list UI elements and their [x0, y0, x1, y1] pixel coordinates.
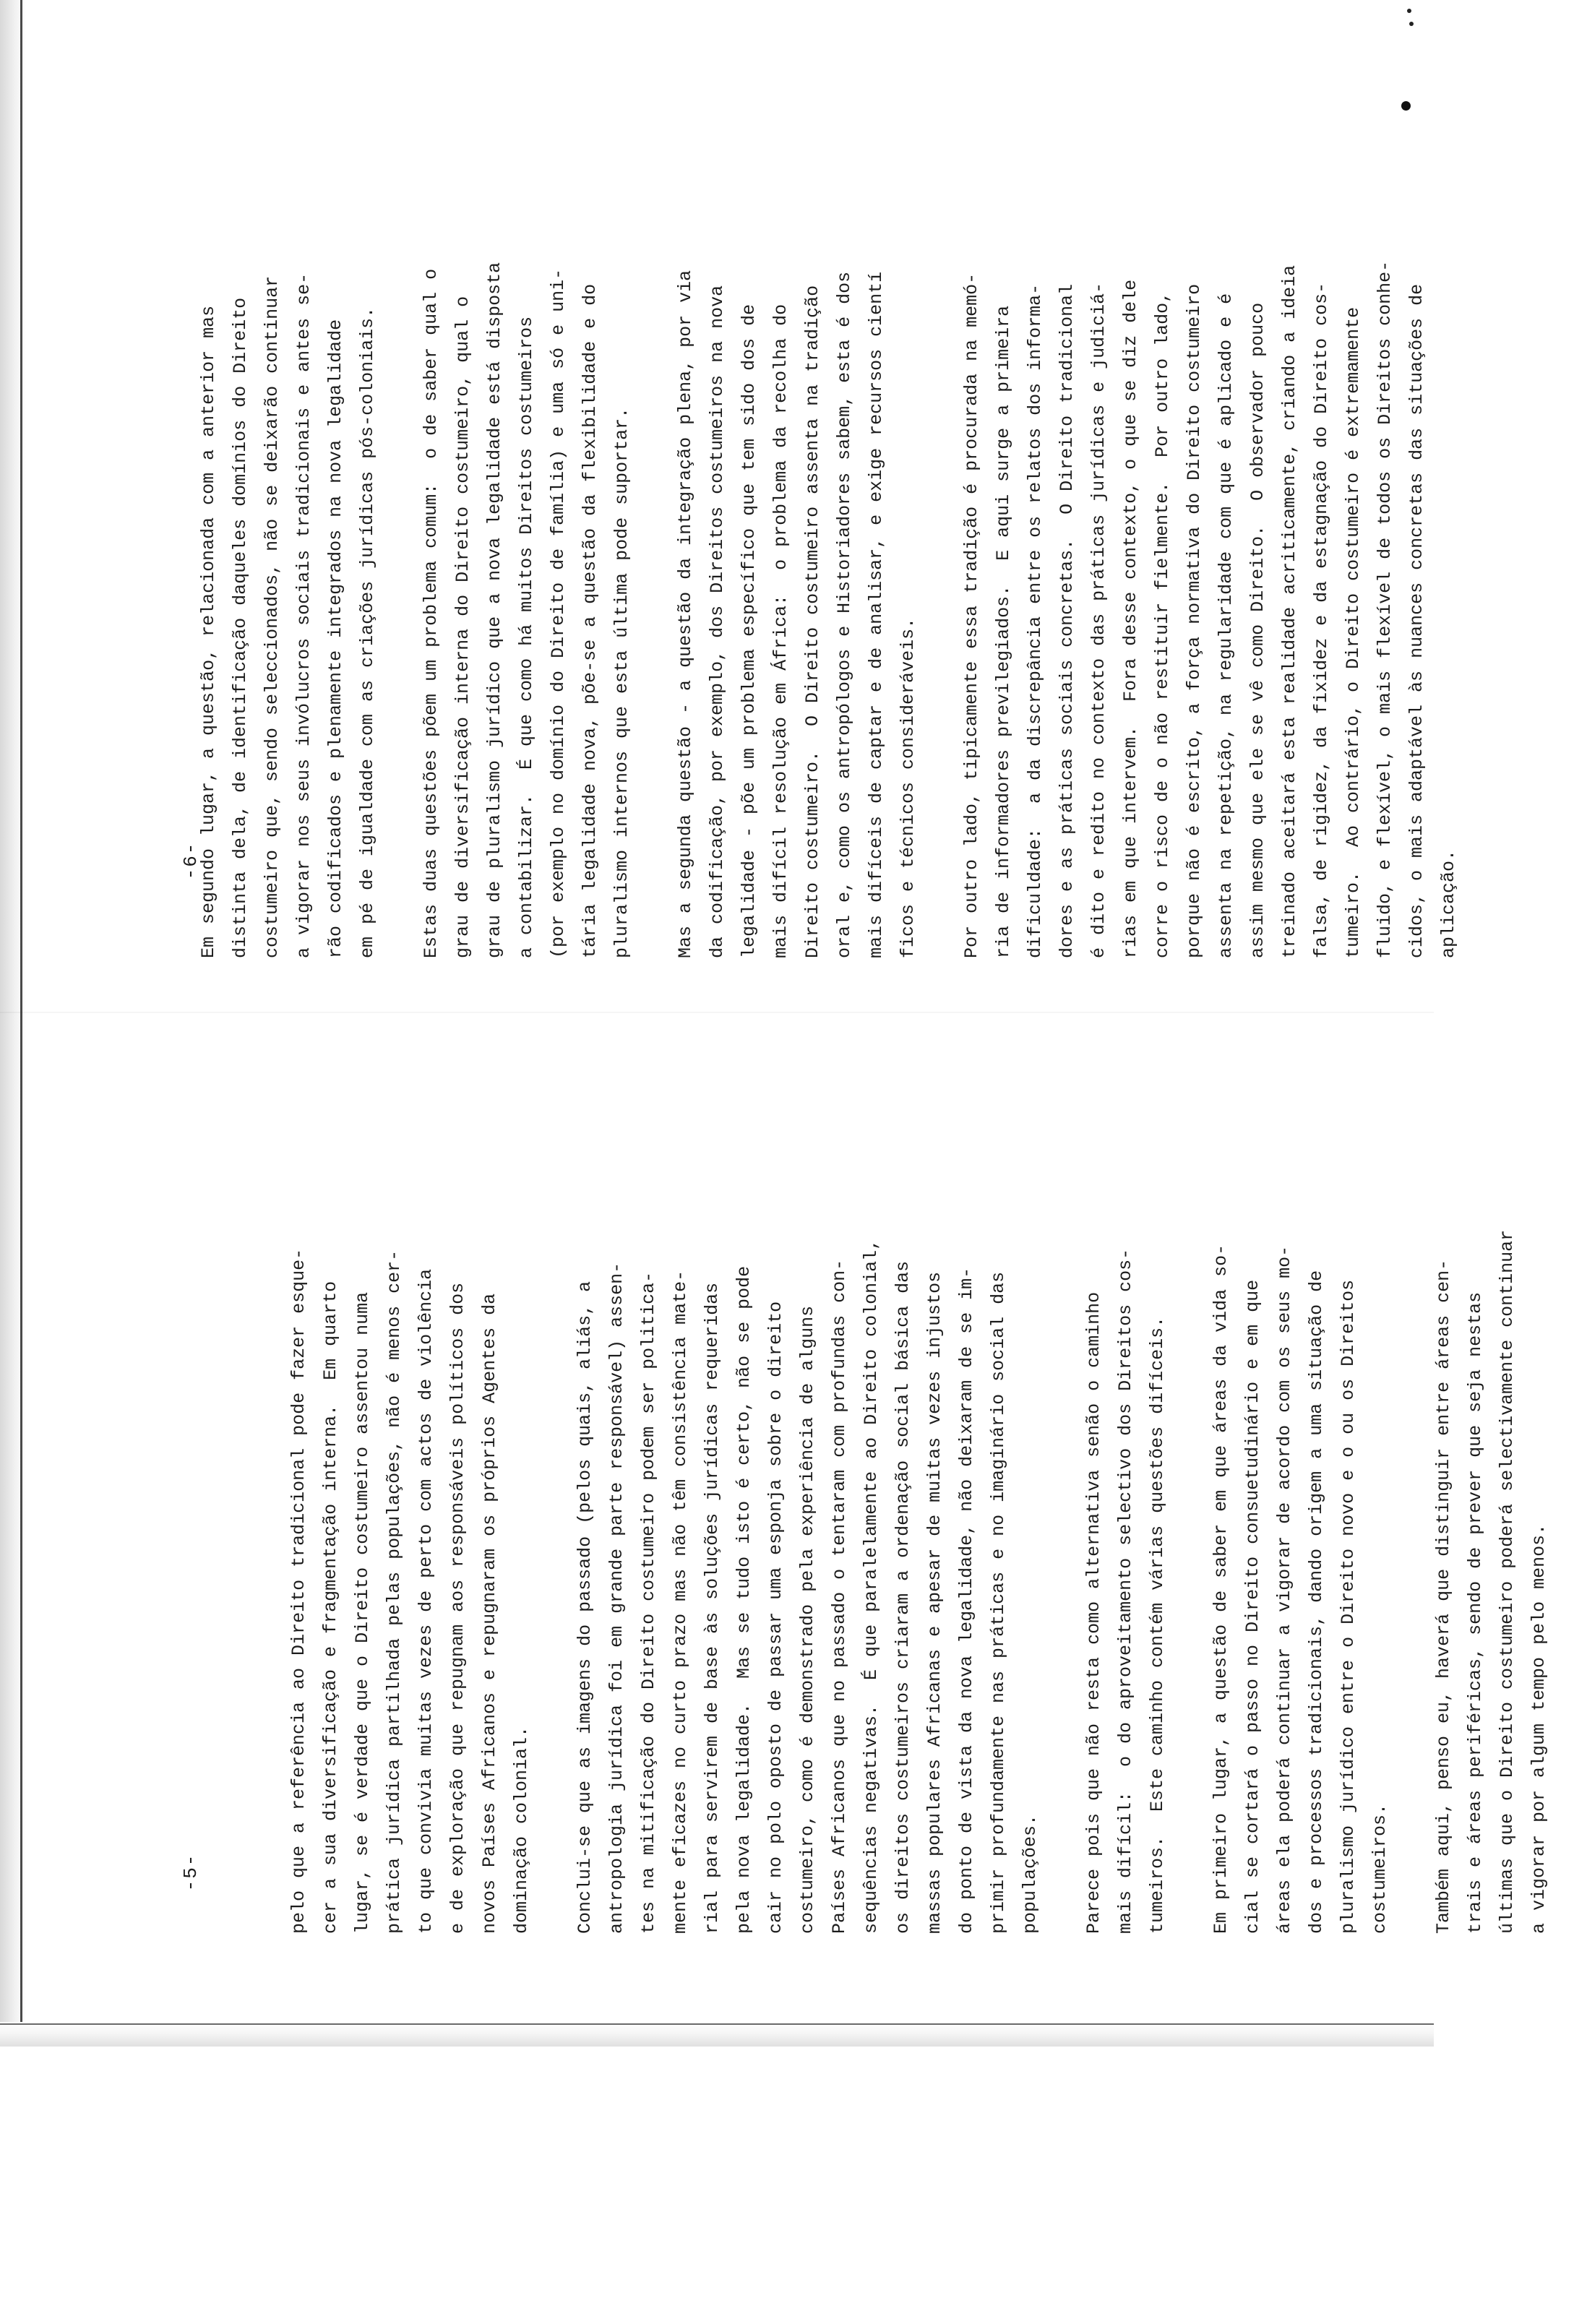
rotated-document-spread — [66, 69, 1549, 1977]
page-body — [193, 127, 1497, 958]
paragraph: Estas duas questões põem um problema comum: o de saber qual o grau de diversificação interna do Direito costumeiro, qual o grau de pluralismo jurídico que a nova legalidade está disposta a contabilizar. É que como há muitos Direitos costumeiros (por exemplo no domínio do Direito de família) e uma só e uni- tária legalidade nova, põe-se a questão da flexibilidade e do pluralismo internos que esta última pode suportar. — [421, 262, 632, 958]
paragraph: Conclui-se que as imagens do passado (pelos quais, aliás, a antropologia jurídica foi em grande parte responsável) assen- tes na mitificação do Direito costumeiro podem ser politica- mente eficazes no curto prazo mas não têm consistência mate- rial para servirem de base às soluções jurídicas requeridas pela nova legalidade. Mas se tudo isto é certo, não se pode cair no polo oposto de passar uma esponja sobre o direito costumeiro, como é demonstrado pela experiência de alguns Países Africanos que no passado o tentaram com profundas con- sequências negativas. É que paralelamente ao Direito colonial, os direitos costumeiros criaram a ordenação social básica das massas populares Africanas e apesar de muitas vezes injustos do ponto de vista da nova legalidade, não deixaram de se im- primir profundamente nas práticas e no imaginário social das populações. — [575, 1239, 1041, 1934]
paragraph: Por outro lado, tipicamente essa tradição é procurada na memó- ria de informadores previlegiados. E aqui surge a primeira dificuldade: a da discrepância entre os relatos dos informa- dores e as práticas sociais concretas. O Direito tradicional é dito e redito no contexto das práticas jurídicas e judiciá- rias em que intervem. Fora desse contexto, o que se diz dele corre o risco de o não restituir fielmente. Por outro lado, porque não é escrito, a força normativa do Direito costumeiro assenta na repetição, na regularidade com que é aplicado e é assim mesmo que ele se vê como Direito. O observador pouco treinado aceitará esta realidade acriticamente, criando a ideia falsa, de rigidez, da fixidez e da estagnação do Direito cos- tumeiro. Ao contrário, o Direito costumeiro é extremamente fluido, e flexível, o mais flexível de todos os Direitos conhe- cidos, o mais adaptável às nuances concretas das situações de aplicação. — [961, 260, 1459, 958]
paragraph: Em primeiro lugar, a questão de saber em que áreas da vida so- cial se cortará o passo no Direito consuetudinário e em que áreas ela poderá continuar a vigorar de acordo com os seus mo- dos e processos tradicionais, dando origem a uma situação de pluralismo jurídico entre o Direito novo e o ou os Direitos costumeiros. — [1210, 1244, 1390, 1934]
paragraph: Também aqui, penso eu, haverá que distinguir entre áreas cen- trais e áreas periféricas, sendo de prever que seja nestas últimas que o Direito costumeiro poderá selectivamente continuar a vigorar por algum tempo pelo menos. — [1433, 1229, 1549, 1934]
paragraph: Parece pois que não resta como alternativa senão o caminho mais difícil: o do aproveitamento selectivo dos Direitos cos- tumeiros. Este caminho contém várias questões difíceis. — [1083, 1248, 1168, 1934]
document-page-6 — [66, 120, 1459, 1023]
scan-bottom-rule — [0, 2023, 1434, 2025]
paragraph: Em segundo lugar, a questão, relacionada com a anterior mas distinta dela, de identificação daqueles domínios do Direito costumeiro que, sendo seleccionados, não se deixarão continuar a vigorar nos seus invólucros sociais tradicionais e antes se- rão codificados e plenamente integrados na nova legalidade em pé de igualdade com as criações jurídicas pós-coloniais. — [198, 272, 378, 958]
scan-bottom-edge — [0, 2022, 1434, 2047]
paragraph: Mas a segunda questão - a questão da integração plena, por via da codificação, por exemplo, dos Direitos costumeiros na nova legalidade - põe um problema específico que tem sido dos de mais difícil resolução em África: o problema da recolha do Direito costumeiro. O Direito costumeiro assenta na tradição oral e, como os antropólogos e Historiadores sabem, esta é dos mais difíceis de captar e de analisar, e exige recursos cientí ficos e técnicos consideráveis. — [675, 270, 919, 958]
document-page-5 — [66, 1074, 1549, 1977]
scan-speck — [1407, 9, 1411, 13]
page-number: -6- — [180, 841, 202, 880]
page-body — [283, 1096, 1587, 1934]
page-number: -5- — [180, 1853, 202, 1892]
scan-left-rule — [20, 0, 22, 2047]
paragraph: pelo que a referência ao Direito tradicional pode fazer esque- cer a sua diversificação e fragmentação interna. Em quarto lugar, se é verdade que o Direito costumeiro assentou numa prática jurídica partilhada pelas populações, não é menos cer- to que convivia muitas vezes de perto com actos de violência e de exploração que repugnam aos responsáveis políticos dos novos Países Africanos e repugnaram os próprios Agentes da dominação colonial. — [288, 1248, 532, 1934]
punch-mark — [1401, 101, 1411, 111]
scan-speck — [1409, 22, 1414, 26]
